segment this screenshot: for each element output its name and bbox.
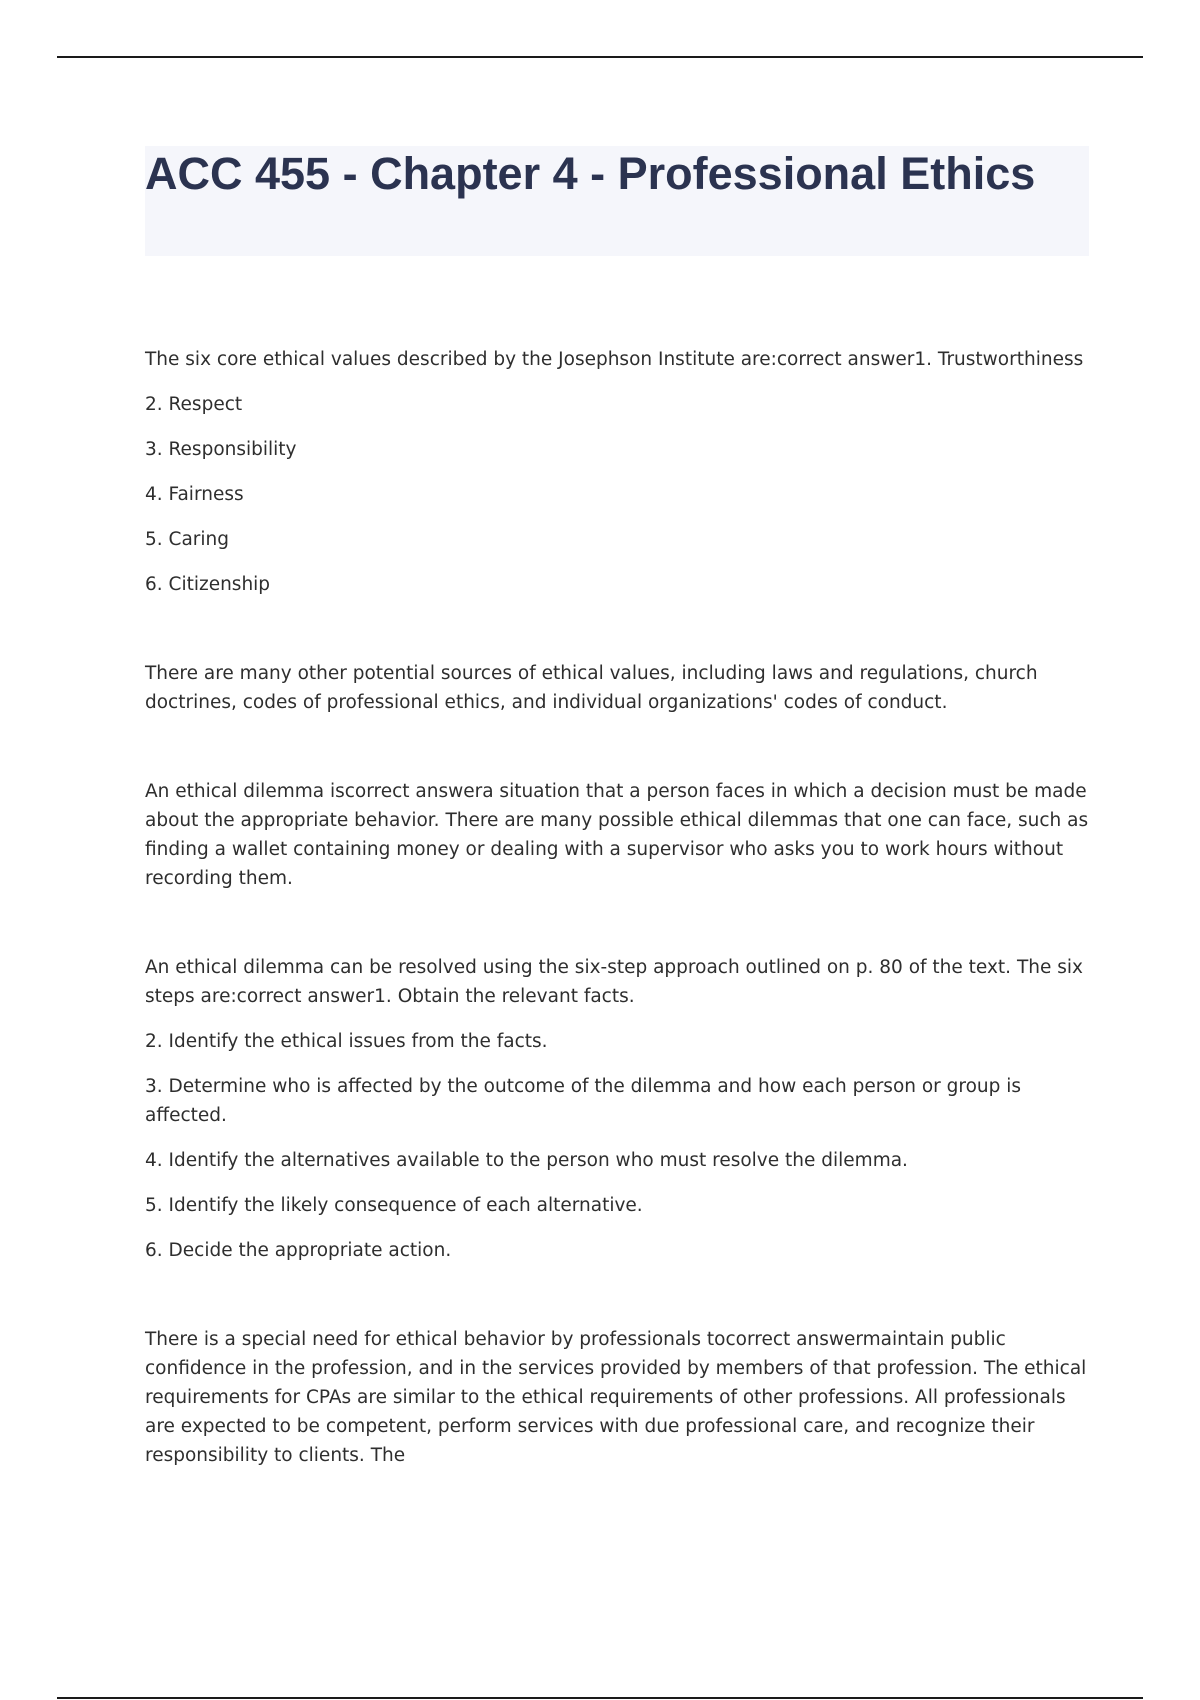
qa-block [145, 1325, 1095, 1470]
list-item: 5. Caring [145, 529, 229, 550]
qa-intro: There is a special need for ethical behavior by professionals tocorrect answermaintain public confidence in the profession, and in the services provided by members of that profession. The ethical requirements for CPAs are similar to the ethical requirements of other professions. All professionals are expected to be competent, perform services with due professional care, and recognize their responsibility to clients. The [145, 1329, 1087, 1466]
list-item: 4. Identify the alternatives available to the person who must resolve the dilemma. [145, 1150, 908, 1171]
qa-block [145, 777, 1095, 893]
qa-block [145, 953, 1095, 1265]
document-body [145, 345, 1095, 1470]
title-banner [145, 146, 1089, 256]
qa-intro: An ethical dilemma can be resolved using the six-step approach outlined on p. 80 of the text. The six steps are:correct answer1. Obtain the relevant facts. [145, 957, 1083, 1007]
list-item: 4. Fairness [145, 484, 244, 505]
qa-block [145, 345, 1095, 599]
list-item: 6. Citizenship [145, 574, 271, 595]
list-item: 3. Responsibility [145, 439, 297, 460]
list-item: 2. Identify the ethical issues from the facts. [145, 1031, 548, 1052]
qa-intro: An ethical dilemma iscorrect answera situation that a person faces in which a decision must be made about the appropriate behavior. There are many possible ethical dilemmas that one can face, such as finding a wallet containing money or dealing with a supervisor who asks you to work hours without recording them. [145, 781, 1089, 889]
page-title: ACC 455 - Chapter 4 - Professional Ethics [145, 148, 1036, 199]
list-item: 5. Identify the likely consequence of each alternative. [145, 1195, 643, 1216]
qa-intro: There are many other potential sources of ethical values, including laws and regulations, church doctrines, codes of professional ethics, and individual organizations' codes of conduct. [145, 663, 1038, 713]
list-item: 3. Determine who is affected by the outcome of the dilemma and how each person or group is affected. [145, 1076, 1022, 1126]
qa-intro: The six core ethical values described by the Josephson Institute are:correct answer1. Trustworthiness [145, 349, 1084, 370]
top-rule [57, 56, 1143, 58]
bottom-rule [57, 1697, 1143, 1699]
list-item: 2. Respect [145, 394, 243, 415]
list-item: 6. Decide the appropriate action. [145, 1240, 452, 1261]
qa-block [145, 659, 1095, 717]
